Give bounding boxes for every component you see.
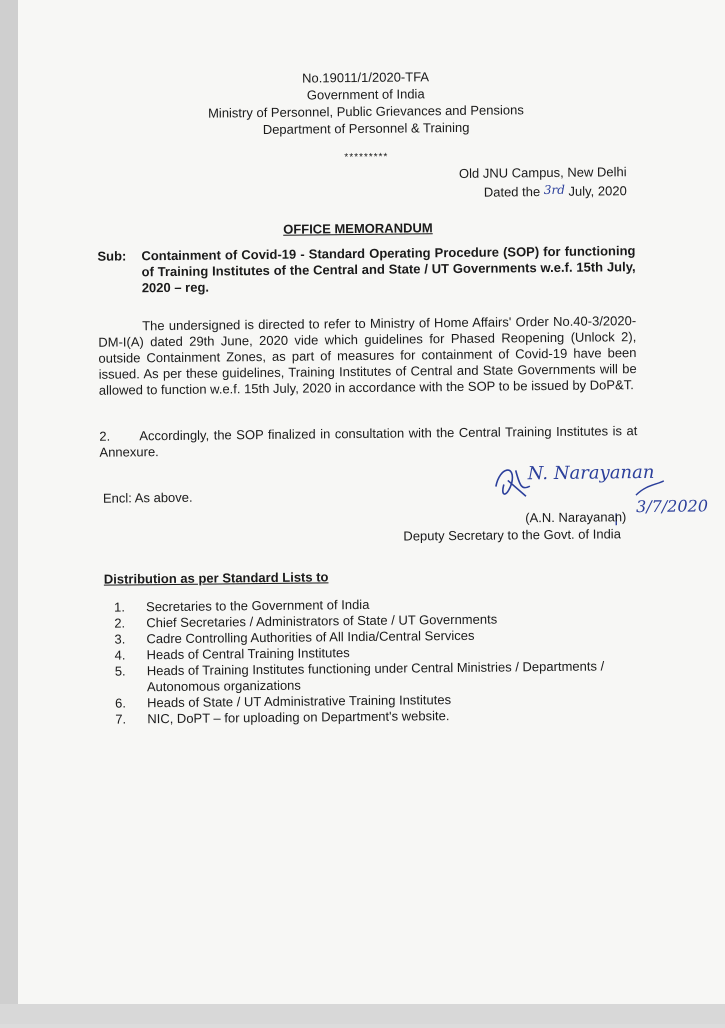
list-item: 1. Secretaries to the Government of India bbox=[114, 596, 370, 615]
handwritten-date: 3/7/2020 bbox=[635, 496, 709, 517]
place: Old JNU Campus, New Delhi bbox=[458, 164, 627, 181]
paragraph-1: The undersigned is directed to refer to Ministry of Home Affairs' Order No.40-3/2020-DM-I(A) dated 29th June, 2020 vide which guidelines for Phased Reopening (Unlock 2), outside Containment Zones, as part of measures for containment of Covid-19 have been issued. As per these guidelines, Training Institutes of Central and State Governments will be allowed to function w.e.f. 15th July, 2020 in accordance with the SOP to be issued by DoP&T. bbox=[98, 313, 637, 398]
distribution-heading: Distribution as per Standard Lists to bbox=[103, 569, 329, 587]
list-item: 2. Chief Secretaries / Administrators of State / UT Governments bbox=[114, 611, 498, 631]
list-item: 3. Cadre Controlling Authorities of All India/Central Services bbox=[114, 627, 475, 647]
list-item: 6. Heads of State / UT Administrative Training Institutes bbox=[115, 692, 452, 711]
list-item: 4. Heads of Central Training Institutes bbox=[114, 645, 350, 663]
subject-label: Sub: bbox=[97, 248, 127, 264]
paragraph-2-text: Accordingly, the SOP finalized in consultation with the Central Training Institutes is at Annexure. bbox=[99, 423, 638, 460]
signatory-name: (A.N. Narayanan) bbox=[525, 509, 627, 526]
government-name: Government of India bbox=[306, 86, 425, 103]
handwritten-signature: N. Narayanan bbox=[527, 461, 655, 485]
subject bbox=[97, 243, 635, 297]
separator-stars: ********* bbox=[344, 151, 389, 164]
paragraph-2-number: 2. bbox=[99, 428, 111, 444]
memo-title: OFFICE MEMORANDUM bbox=[283, 220, 433, 237]
department-name: Department of Personnel & Training bbox=[262, 119, 470, 137]
date-prefix: Dated the bbox=[483, 184, 541, 200]
date-line bbox=[484, 181, 627, 200]
date-day-handwritten: 3rd bbox=[543, 182, 565, 198]
distribution-list bbox=[114, 594, 655, 728]
subject-text: Containment of Covid-19 - Standard Operating Procedure (SOP) for functioning of Training Institutes of the Central and State / UT Governments w.e.f. 15th July, 2020 – reg. bbox=[141, 243, 636, 296]
enclosure: Encl: As above. bbox=[102, 489, 193, 506]
signatory-designation: Deputy Secretary to the Govt. of India bbox=[403, 526, 621, 544]
list-item: 5. Heads of Training Institutes functioning under Central Ministries / Departments / Autonomous organizations bbox=[114, 658, 605, 695]
date-rest: July, 2020 bbox=[568, 183, 627, 199]
list-item: 7. NIC, DoPT – for uploading on Department's website. bbox=[115, 708, 450, 727]
ministry-name: Ministry of Personnel, Public Grievances and Pensions bbox=[207, 102, 524, 121]
file-number: No.19011/1/2020-TFA bbox=[302, 69, 430, 86]
